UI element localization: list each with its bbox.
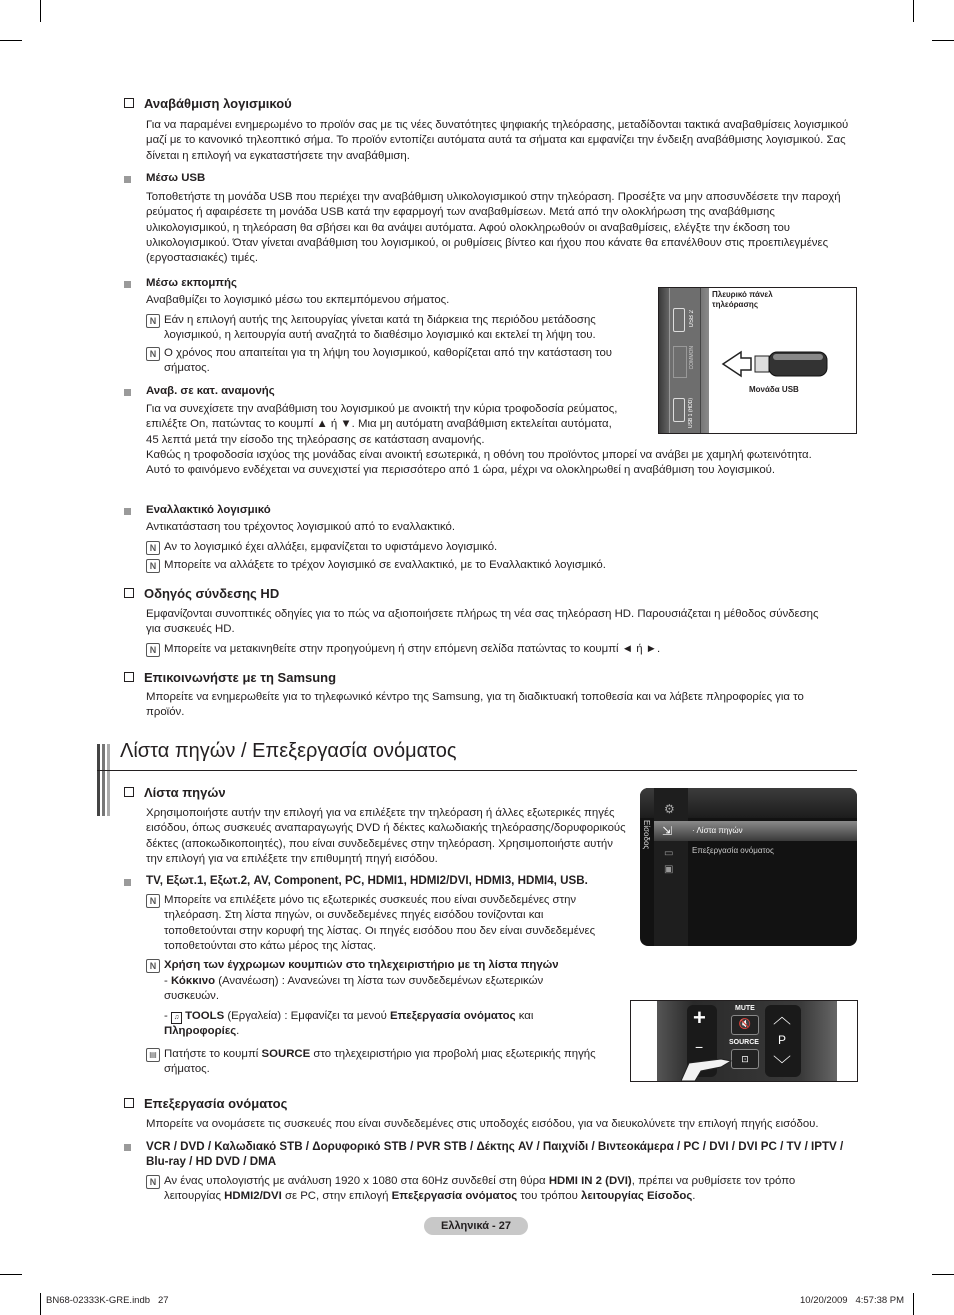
remote-note-icon: ▤ xyxy=(146,1048,160,1062)
note-icon: N xyxy=(146,643,160,657)
checkbox-bullet-icon xyxy=(124,588,134,598)
edit-name-text: Μπορείτε να ονομάσετε τις συσκευές που είναι συνδεδεμένες στις υποδοχές εισόδου, για να διευκολύνετε την επιλογή πηγής εισόδου. xyxy=(146,1118,819,1130)
hd-guide-text: Εμφανίζονται συνοπτικές οδηγίες για το πώς να αξιοποιήσετε πλήρως τη νέα σας τηλεόραση HD. Παρουσιάζεται η μέθοδος σύνδεσης για συσκευές HD. xyxy=(146,608,819,636)
volume-up-icon[interactable]: + xyxy=(693,1005,706,1030)
standby-subheading: Αναβ. σε κατ. αναμονής xyxy=(146,385,275,397)
checkbox-bullet-icon xyxy=(124,98,134,108)
section-heading-edit-name: Επεξεργασία ονόματος xyxy=(124,1096,287,1111)
panel-label: Πλευρικό πάνελ τηλεόρασης xyxy=(712,290,773,309)
source-button[interactable]: ⊡ xyxy=(731,1049,759,1069)
usb-port-1 xyxy=(673,308,685,332)
footer-date: 10/20/2009 4:57:38 PM xyxy=(800,1295,905,1306)
mute-button[interactable]: 🔇 xyxy=(731,1015,759,1035)
channel-p-label: P xyxy=(778,1033,787,1047)
note-icon: N xyxy=(146,314,160,328)
heading-bar xyxy=(97,744,100,816)
square-bullet-icon xyxy=(124,1144,131,1151)
edit-name-note: N Αν ένας υπολογιστής με ανάλυση 1920 x 1080 στα 60Hz συνδεθεί στη θύρα HDMI IN 2 (DVI), πρέπει να ρυθμίσετε τον τρόπο λειτουργίας HDMI2/DVI σε PC, στην επιλογή Επεξεργασία ονόματος του τρόπου λειτουργίας Είσοδος. xyxy=(146,1174,844,1205)
crop-mark xyxy=(0,1274,22,1275)
source-list-text: Χρησιμοποιήστε αυτήν την επιλογή για να επιλέξετε την τηλεόραση ή άλλες εξωτερικές πηγές εισόδου, όπως συσκευές αναπαραγωγής DVD ή δέκτες καλωδιακής τηλεόρασης/δορυφορικούς δέκτες (αποκωδικοποιητές), που είναι συνδεδεμένες στην τηλεόραση. Χρησιμοποιήστε αυτήν την επιλογή για να επιλέξετε την επιθυμητή πηγή εισόδου. xyxy=(146,807,626,865)
hd-guide-note: N Μπορείτε να μετακινηθείτε στην προηγούμενη ή στην επόμενη σελίδα πατώντας το κουμπί ◄ ή ►. xyxy=(146,642,784,657)
usb-port-2-label: USB 1 (HDD) xyxy=(688,398,694,429)
tools-icon: ♫ xyxy=(171,1012,182,1024)
square-bullet-icon xyxy=(124,508,131,515)
checkbox-bullet-icon xyxy=(124,787,134,797)
contact-text: Μπορείτε να ενημερωθείτε για το τηλεφωνικό κέντρο της Samsung, για τη διαδικτυακή τοποθεσία και να λάβετε πληροφορίες για το προϊόν. xyxy=(146,691,804,719)
crop-mark xyxy=(0,40,22,41)
red-button-entry: - Κόκκινο (Ανανέωση) : Ανανεώνει τη λίστα των συνδεδεμένων εξωτερικών συσκευών. xyxy=(164,975,544,1003)
broadcast-note-1: N Εάν η επιλογή αυτής της λειτουργίας γίνεται κατά τη διάρκεια της περιόδου μετάδοσης λογισμικού, η λειτουργία αυτή αναζητά το διαθέσιμο λογισμικό και εκτελεί τη λήψη του. xyxy=(146,313,634,344)
note-icon: N xyxy=(146,559,160,573)
tools-button-entry: - ♫ TOOLS (Εργαλεία) : Εμφανίζει τα μενού Επεξεργασία ονόματος και Πληροφορίες. xyxy=(164,1010,534,1038)
source-list-sources: TV, Εξωτ.1, Εξωτ.2, AV, Component, PC, HDMI1, HDMI2/DVI, HDMI3, HDMI4, USB. xyxy=(146,874,588,887)
square-bullet-icon xyxy=(124,879,131,886)
usb-side-panel-figure xyxy=(658,287,857,434)
checkbox-bullet-icon xyxy=(124,1098,134,1108)
usb-drive-icon xyxy=(721,344,831,384)
note-icon: N xyxy=(146,541,160,555)
section-heading-contact: Επικοινωνήστε με τη Samsung xyxy=(124,670,336,685)
menu-item-edit-name[interactable]: Επεξεργασία ονόματος xyxy=(692,846,774,855)
note-icon: N xyxy=(146,894,160,908)
crop-mark xyxy=(40,1293,41,1315)
support-icon: ▣ xyxy=(664,864,674,875)
menu-highlight-row xyxy=(654,821,857,841)
crop-mark xyxy=(913,1293,914,1315)
square-bullet-icon xyxy=(124,281,131,288)
mute-label: MUTE xyxy=(735,1005,755,1012)
heading-rule xyxy=(97,770,857,771)
finger-pointer-icon xyxy=(681,1045,741,1081)
edit-name-options: VCR / DVD / Καλωδιακό STB / Δορυφορικό STB / PVR STB / Δέκτης AV / Παιχνίδι / Βιντεοκάμερα / PC / DVI / DVI PC / TV / IPTV / Blu-ray / HD DVD / DMA xyxy=(146,1140,844,1169)
menu-item-source-list[interactable]: · Λίστα πηγών xyxy=(692,826,743,835)
input-menu-figure xyxy=(640,788,857,946)
broadcast-note-2: N Ο χρόνος που απαιτείται για τη λήψη του λογισμικού, καθορίζεται από την κατάσταση του σήματος. xyxy=(146,346,634,377)
alt-note-2: N Μπορείτε να αλλάξετε το τρέχον λογισμικό σε εναλλακτικό, με το Εναλλακτικό λογισμικό. xyxy=(146,558,784,573)
alt-text: Αντικατάσταση του τρέχοντος λογισμικού από το εναλλακτικό. xyxy=(146,521,456,533)
update-intro: Για να παραμένει ενημερωμένο το προϊόν σας με τις νέες δυνατότητες ψηφιακής τηλεόρασης, μεταδίδονται τακτικά αναβαθμίσεις λογισμικού μαζί με το κανονικό τηλεοπτικό σήμα. Το προϊόν εντοπίζει αυτόματα αυτά τα σήματα και εμφανίζει την ένδειξη αναβάθμισης λογισμικού. Σας δίνεται η επιλογή να εγκαταστήσετε την αναβάθμιση. xyxy=(146,119,849,162)
footer-file: BN68-02333K-GRE.indb 27 xyxy=(46,1295,169,1306)
note-icon: N xyxy=(146,347,160,361)
page-number-pill: Ελληνικά - 27 xyxy=(424,1217,528,1235)
crop-mark xyxy=(932,1274,954,1275)
heading-bar xyxy=(102,744,105,816)
source-button-note: ▤ Πατήστε το κουμπί SOURCE στο τηλεχειριστήριο για προβολή μιας εξωτερικής πηγής σήματος. xyxy=(146,1047,604,1078)
checkbox-bullet-icon xyxy=(124,672,134,682)
common-port xyxy=(673,346,687,378)
picture-icon: ▭ xyxy=(664,848,674,859)
channel-up-icon[interactable]: ︿ xyxy=(773,1007,791,1027)
standby-text-2: Καθώς η τροφοδοσία ισχύος της μονάδας είναι ανοικτή εσωτερικά, η οθόνη του προϊόντος μπορεί να ανάβει με χαμηλή φωτεινότητα. Αυτό το φαινόμενο ενδέχεται να συνεχιστεί για περισσότερο από 1 ώρα, μέχρι να ολοκληρωθεί η αναβάθμιση του λογισμικού. xyxy=(146,449,812,477)
channel-down-icon[interactable]: ﹀ xyxy=(773,1055,791,1075)
square-bullet-icon xyxy=(124,389,131,396)
usb-port-2 xyxy=(673,398,685,422)
usb-text: Τοποθετήστε τη μονάδα USB που περιέχει την αναβάθμιση υλικολογισμικού στην τηλεόραση. Προσέξτε να μην αποσυνδέσετε την παροχή ρεύματος ή αφαιρέσετε τη μονάδα USB κατά την εφαρμογή των αναβαθμίσεων. Μετά από την ολοκλήρωση της αναβάθμισης υλικολογισμικού, η τηλεόραση θα σβήσει και θα ανάψει αυτόματα. Αφού ολοκληρωθούν οι αναβαθμίσεις, ελέγξτε την έκδοση του υλικολογισμικού. Όταν γίνεται αναβάθμιση του λογισμικού, οι ρυθμίσεις βίντεο και ήχου που κάνατε θα επανέλθουν στις προεπιλεγμένες (εργοστασιακές) τιμές. xyxy=(146,191,841,265)
page-title: Λίστα πηγών / Επεξεργασία ονόματος xyxy=(120,740,457,762)
menu-side-label: Είσοδος xyxy=(642,820,651,850)
square-bullet-icon xyxy=(124,176,131,183)
standby-text-1: Για να συνεχίσετε την αναβάθμιση του λογισμικού με ανοικτή την κύρια τροφοδοσία ρεύματος, επιλέξτε On, πατώντας το κουμπί ▲ ή ▼. Μια μη αυτόματη αναβάθμιση εκτελείται αυτόματα, 45 λεπτά μετά την είσοδο της τηλεόρασης σε κατάσταση αναμονής. xyxy=(146,403,618,446)
note-icon: N xyxy=(146,1175,160,1189)
common-port-label: COMMON xyxy=(689,346,695,370)
crop-mark xyxy=(40,0,41,22)
source-list-note-2: N Χρήση των έγχρωμων κουμπιών στο τηλεχειριστήριο με τη λίστα πηγών xyxy=(146,958,614,973)
alt-note-1: N Αν το λογισμικό έχει αλλάξει, εμφανίζεται το υφιστάμενο λογισμικό. xyxy=(146,540,784,555)
input-icon: ⇲ xyxy=(662,824,673,838)
section-heading-update: Αναβάθμιση λογισμικού xyxy=(124,96,292,111)
crop-mark xyxy=(932,40,954,41)
broadcast-subheading: Μέσω εκπομπής xyxy=(146,277,237,289)
settings-icon: ⚙ xyxy=(664,802,675,816)
section-heading-source-list: Λίστα πηγών xyxy=(124,785,226,800)
source-list-note-1: N Μπορείτε να επιλέξετε μόνο τις εξωτερικές συσκευές που είναι συνδεδεμένες στην τηλεόραση. Στη λίστα πηγών, οι συνδεδεμένες πηγές εισόδου τονίζονται και τοποθετούνται στην κορυφή της λίστας. Οι πηγές εισόδου που δεν είναι συνδεδεμένες τοποθετούνται στο κάτω μέρος της λίστας. xyxy=(146,893,614,954)
source-label: SOURCE xyxy=(729,1039,759,1046)
heading-bar xyxy=(107,744,110,816)
volume-down-icon[interactable]: − xyxy=(695,1039,704,1055)
note-icon: N xyxy=(146,959,160,973)
usb-port-1-label: USB 2 xyxy=(689,310,695,328)
crop-mark xyxy=(913,0,914,22)
usb-subheading: Μέσω USB xyxy=(146,172,206,184)
alt-subheading: Εναλλακτικό λογισμικό xyxy=(146,504,271,516)
remote-figure xyxy=(630,1000,858,1082)
section-heading-hd-guide: Οδηγός σύνδεσης HD xyxy=(124,586,279,601)
broadcast-text: Αναβαθμίζει το λογισμικό μέσω του εκπεμπόμενου σήματος. xyxy=(146,294,450,306)
usb-drive-label: Μονάδα USB xyxy=(749,385,799,394)
